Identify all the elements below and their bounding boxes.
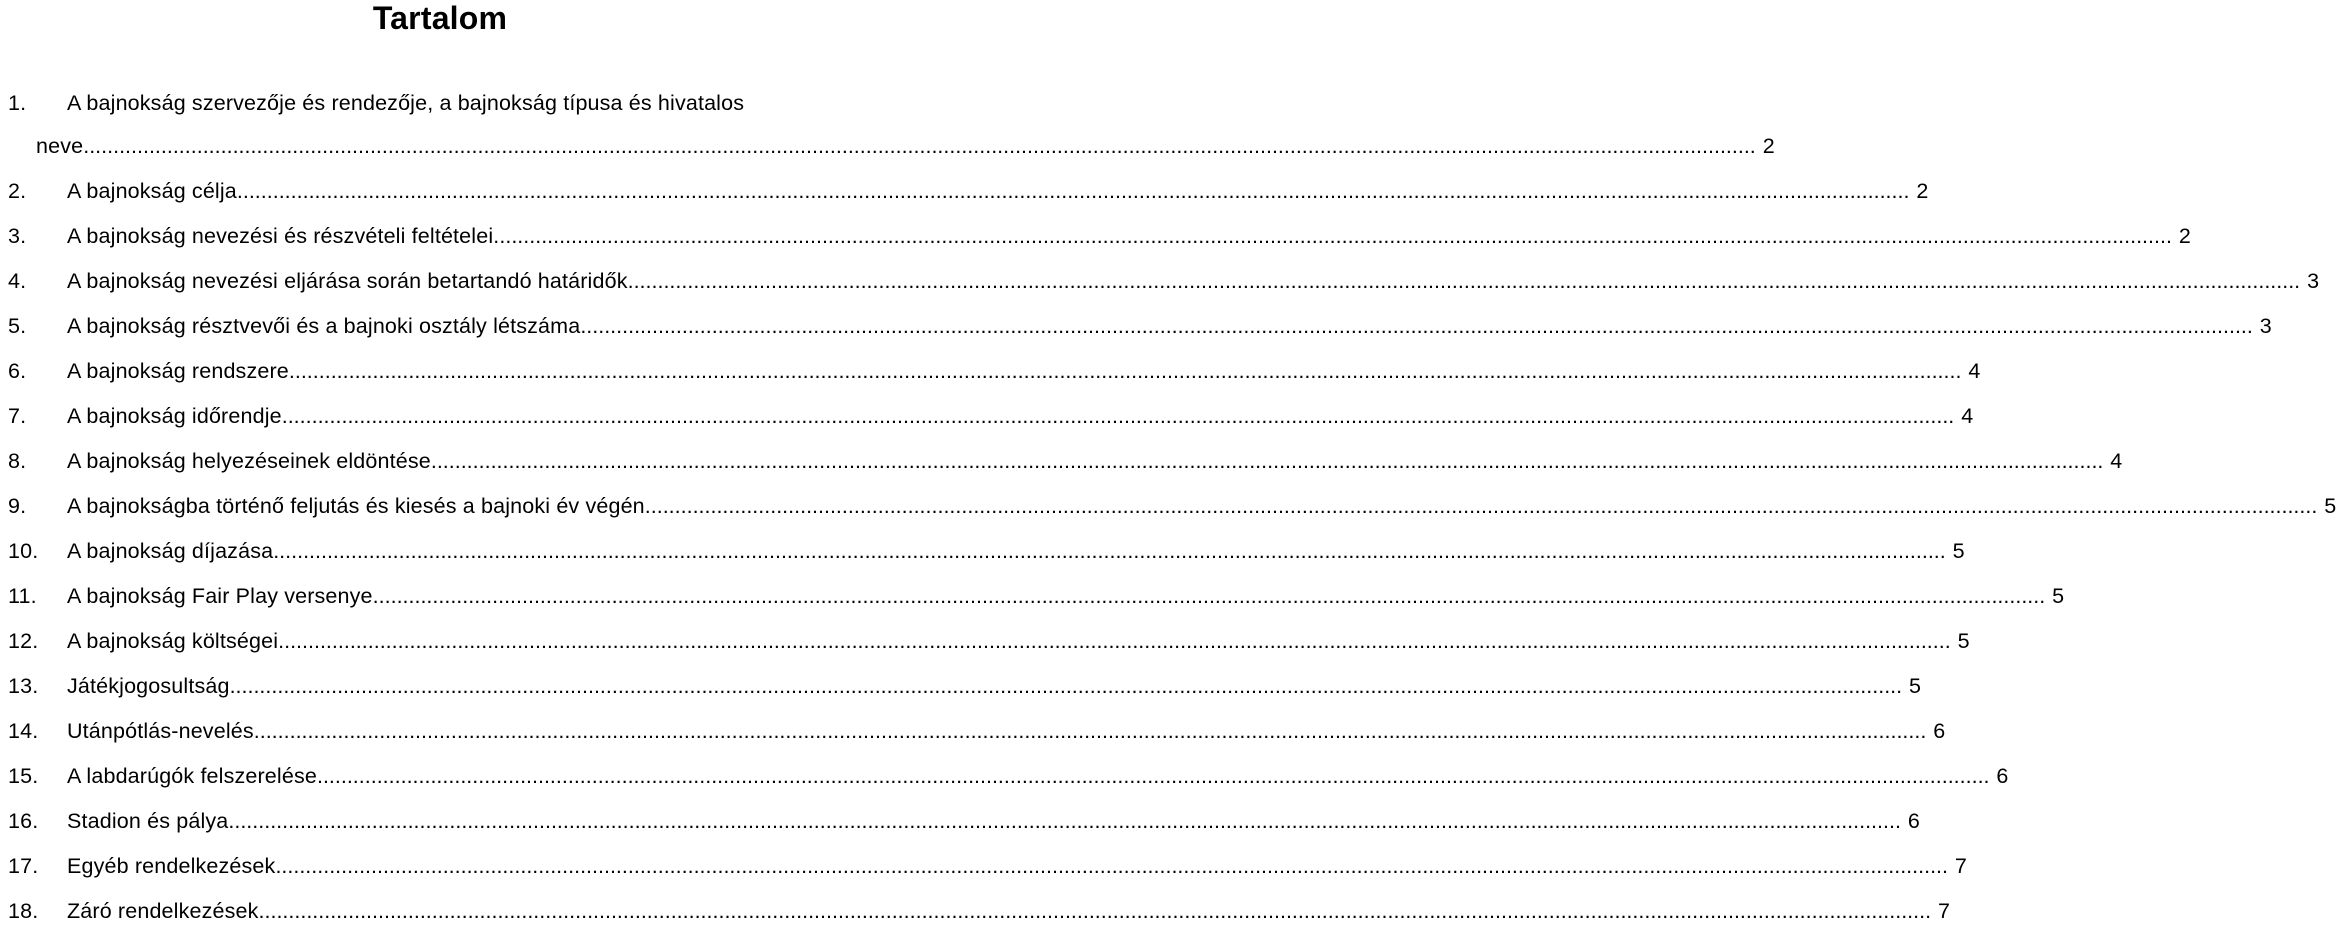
toc-dot-leader [278,619,1951,664]
toc-title: A bajnokság szervezője és rendezője, a bajnokság típusa és hivatalos [67,91,745,115]
toc-dot-leader [317,754,1990,799]
toc-title: Utánpótlás-nevelés [67,719,254,743]
toc-title: A bajnokság rendszere [67,359,289,383]
toc-dot-leader [580,304,2253,349]
toc-number: 4. [8,269,27,293]
toc-page-number: 5 [1957,629,1970,653]
toc-page-number: 6 [1907,809,1920,833]
toc-number: 15. [8,764,39,788]
toc-entry-13[interactable] [8,664,1922,709]
toc-dot-leader [259,889,1932,934]
toc-title: A bajnokság Fair Play versenye [67,584,373,608]
toc-entry-15[interactable] [8,754,2009,799]
toc-number: 18. [8,899,39,923]
toc-entry-3[interactable] [8,214,2191,259]
toc-title: Stadion és pálya [67,809,229,833]
toc-page-number: 3 [2259,314,2272,338]
toc-title: A bajnokság résztvevői és a bajnoki osztály létszáma [67,314,581,338]
toc-entry-1[interactable] [8,82,1775,169]
toc-entry-8[interactable] [8,439,2123,484]
toc-dot-leader [230,664,1903,709]
toc-number: 2. [8,179,27,203]
toc-number: 8. [8,449,27,473]
toc-entry-10[interactable] [8,529,1965,574]
toc-page-number: 4 [2110,449,2123,473]
toc-number: 9. [8,494,27,518]
toc-entry-2[interactable] [8,169,1929,214]
toc-entry-4[interactable] [8,259,2320,304]
toc-number: 7. [8,404,27,428]
toc-dot-leader [228,799,1901,844]
toc-entry-9[interactable] [8,484,2336,529]
toc-page-number: 6 [1933,719,1946,743]
toc-page-number: 4 [1961,404,1974,428]
toc-entry-16[interactable] [8,799,1920,844]
toc-entry-6[interactable] [8,349,1981,394]
toc-number: 16. [8,809,39,833]
toc-dot-leader [282,394,1955,439]
toc-title: A bajnokság célja [67,179,237,203]
toc-number: 5. [8,314,27,338]
page-title: Tartalom [372,0,508,36]
toc-number: 1. [8,91,27,115]
toc-entry-5[interactable] [8,304,2272,349]
toc-dot-leader [499,214,2172,259]
toc-number: 14. [8,719,39,743]
toc-dot-leader [289,349,1962,394]
toc-entry-14[interactable] [8,709,1946,754]
toc-page-number: 5 [1909,674,1922,698]
toc-page-number: 4 [1968,359,1981,383]
toc-title: A bajnokság időrendje [67,404,282,428]
toc-dot-leader [628,259,2301,304]
toc-dot-leader [645,484,2318,529]
toc-title: A labdarúgók felszerelése [67,764,317,788]
toc-page-number: 6 [1996,764,2009,788]
toc-title: Egyéb rendelkezések [67,854,276,878]
toc-title: Záró rendelkezések [67,899,259,923]
toc-entry-18[interactable] [8,889,1951,934]
toc-dot-leader [237,169,1910,214]
toc-title: A bajnokság nevezési eljárása során betartandó határidők [67,269,628,293]
toc-dot-leader [273,529,1946,574]
toc-title: A bajnokság nevezési és részvételi feltételei. [67,224,500,248]
toc-title-continued: neve [36,134,84,158]
toc-title: A bajnokságba történő feljutás és kiesés a bajnoki év végén [67,494,645,518]
toc-dot-leader [275,844,1948,889]
toc-page-number: 5 [2324,494,2336,518]
toc-number: 12. [8,629,39,653]
toc-title: A bajnokság helyezéseinek eldöntése [67,449,431,473]
toc-dot-leader [254,709,1927,754]
toc-entry-7[interactable] [8,394,1974,439]
toc-entry-17[interactable] [8,844,1967,889]
toc-number: 6. [8,359,27,383]
toc-page-number: 5 [2052,584,2065,608]
toc-title: A bajnokság költségei [67,629,279,653]
toc-number: 11. [8,584,37,608]
toc-page-number: 5 [1952,539,1965,563]
toc-page-number: 2 [1916,179,1929,203]
toc-dot-leader [373,574,2046,619]
toc-dot-leader [431,439,2104,484]
toc-page-number: 2 [2178,224,2191,248]
toc-page-number: 7 [1937,899,1951,923]
toc-page-number: 2 [1762,134,1775,158]
toc-number: 17. [8,854,39,878]
toc-title: Játékjogosultság [67,674,230,698]
toc-title: A bajnokság díjazása [67,539,274,563]
toc-number: 10. [8,539,39,563]
toc-entry-11[interactable] [8,574,2065,619]
toc-dot-leader [83,124,1756,169]
table-of-contents [8,82,2336,934]
toc-page-number: 7 [1954,854,1967,878]
toc-entry-12[interactable] [8,619,1970,664]
toc-number: 3. [8,224,27,248]
toc-page-number: 3 [2307,269,2320,293]
toc-number: 13. [8,674,39,698]
